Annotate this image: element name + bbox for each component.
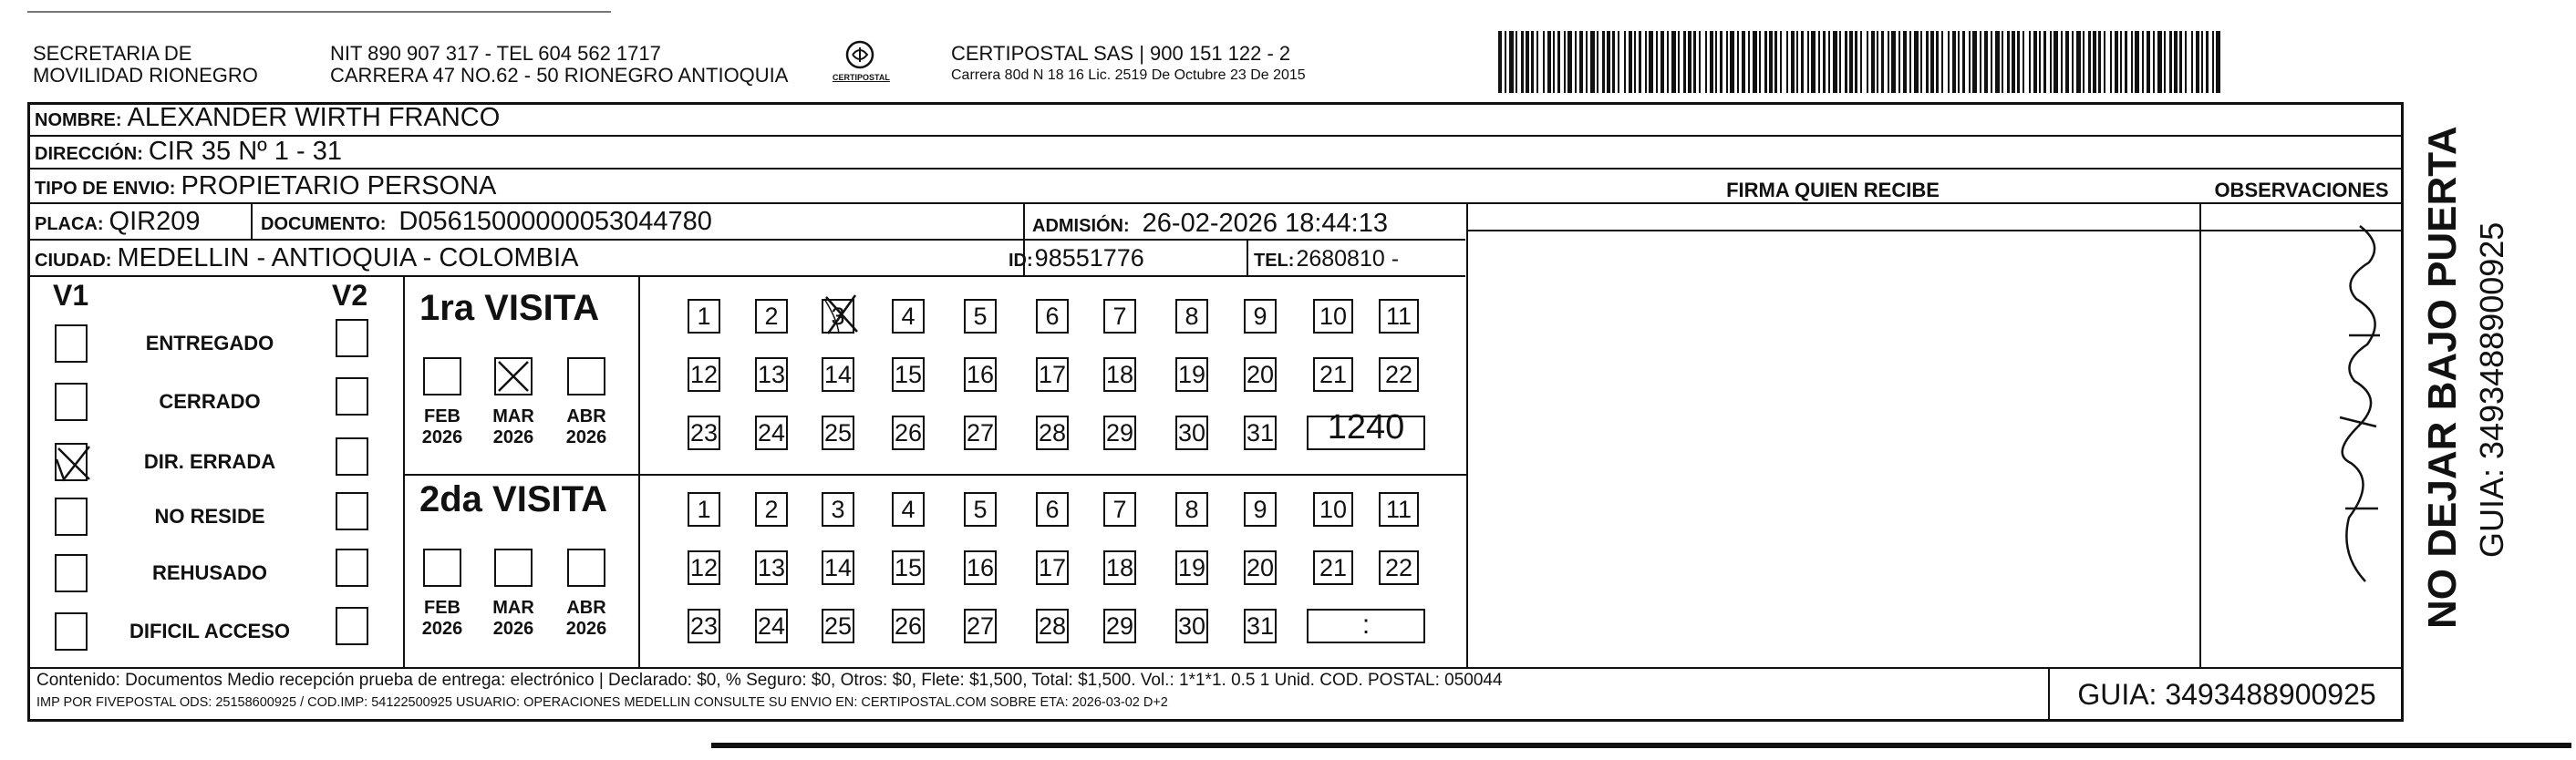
rule-tel — [1247, 239, 1248, 275]
v1-checkbox[interactable] — [55, 383, 88, 421]
day-box[interactable]: 6 — [1036, 299, 1069, 334]
month-checkbox[interactable] — [423, 549, 461, 587]
v2-checkbox[interactable] — [336, 319, 368, 357]
day-box[interactable]: 14 — [822, 357, 854, 392]
day-box[interactable]: 27 — [964, 609, 997, 643]
month-x-mark — [496, 359, 531, 394]
day-box[interactable]: 8 — [1175, 299, 1208, 334]
month-year: 2026 — [565, 427, 607, 447]
day-box[interactable]: 2 — [755, 299, 788, 334]
day-box[interactable]: 5 — [964, 299, 997, 334]
day-box[interactable]: 20 — [1244, 357, 1277, 392]
day-box[interactable]: 7 — [1103, 492, 1136, 527]
barcode-bar — [2220, 31, 2223, 93]
day-box[interactable]: 14 — [822, 550, 854, 585]
side-guia: GUIA: 3493488900925 — [2473, 221, 2510, 558]
v2-checkbox[interactable] — [336, 549, 368, 587]
month-name: FEB — [424, 598, 460, 618]
month-checkbox[interactable] — [423, 357, 461, 395]
footer-line2: IMP POR FIVEPOSTAL ODS: 25158600925 / COD.IMP: 54122500925 USUARIO: OPERACIONES MEDELLIN CONSULTE SU ENVIO EN: CERTIPOSTAL.COM SOBRE ETA: 2026-03-02 D+2 — [36, 695, 1168, 710]
month-checkbox[interactable] — [494, 549, 533, 587]
day-box[interactable]: 10 — [1313, 492, 1353, 527]
day-box[interactable]: 12 — [688, 550, 720, 585]
rule-month-days — [638, 275, 640, 667]
status-label: DIR. ERRADA — [143, 450, 276, 473]
day-box[interactable]: 23 — [688, 609, 720, 643]
tel-row — [1254, 246, 1399, 272]
day-box[interactable]: 7 — [1103, 299, 1136, 334]
month-name: FEB — [424, 406, 460, 426]
v1-checkbox[interactable] — [55, 498, 88, 536]
rule-direccion — [29, 168, 2402, 169]
month-checkbox[interactable] — [494, 357, 533, 395]
day-box[interactable]: 11 — [1379, 299, 1419, 334]
day-box[interactable]: 5 — [964, 492, 997, 527]
documento-value: D05615000000053044780 — [398, 207, 712, 236]
v2-label: V2 — [332, 279, 368, 312]
firma-label: FIRMA QUIEN RECIBE — [1726, 179, 1940, 201]
rule-obs-left — [2199, 202, 2201, 667]
day-box[interactable]: 11 — [1379, 492, 1419, 527]
rule-firma-head2 — [1466, 230, 2402, 231]
ciudad-row — [35, 243, 578, 273]
day-box[interactable]: 29 — [1103, 416, 1136, 450]
ciudad-label: CIUDAD: — [35, 251, 112, 271]
status-label: DIFICIL ACCESO — [129, 620, 290, 642]
month-year: 2026 — [492, 427, 534, 447]
day-box[interactable]: 15 — [892, 357, 925, 392]
day-box[interactable]: 17 — [1036, 357, 1069, 392]
admision-label: ADMISIÓN: — [1032, 216, 1130, 236]
tipo-label: TIPO DE ENVIO: — [35, 179, 176, 199]
address-line: CARRERA 47 NO.62 - 50 RIONEGRO ANTIOQUIA — [330, 64, 789, 87]
rule-visit-split — [403, 474, 1466, 476]
second-visit-title: 2da VISITA — [419, 479, 607, 519]
courier-line1: CERTIPOSTAL SAS | 900 151 122 - 2 — [951, 42, 1291, 65]
tipo-value: PROPIETARIO PERSONA — [181, 171, 497, 200]
rule-status-visit — [403, 275, 405, 667]
day-box[interactable]: 30 — [1175, 416, 1208, 450]
month-label — [419, 598, 465, 640]
day-box[interactable]: 4 — [892, 299, 925, 334]
day-box[interactable]: 13 — [755, 550, 788, 585]
rule-firma-head — [1466, 202, 2402, 204]
v2-checkbox[interactable] — [336, 492, 368, 530]
month-checkbox[interactable] — [567, 549, 605, 587]
ciudad-value: MEDELLIN - ANTIOQUIA - COLOMBIA — [117, 243, 579, 272]
status-label: REHUSADO — [152, 561, 267, 584]
day-box[interactable]: 22 — [1379, 550, 1419, 585]
tel-value: 2680810 - — [1296, 246, 1400, 272]
courier-line2: Carrera 80d N 18 16 Lic. 2519 De Octubre 23 De 2015 — [951, 67, 1306, 83]
month-year: 2026 — [492, 619, 534, 639]
nombre-label: NOMBRE: — [35, 110, 122, 130]
day-box[interactable]: 3 — [822, 299, 854, 334]
placa-value: QIR209 — [109, 207, 201, 236]
day-box[interactable]: 31 — [1244, 609, 1277, 643]
direccion-label: DIRECCIÓN: — [35, 144, 143, 164]
v2-checkbox[interactable] — [336, 607, 368, 645]
day-box[interactable]: 13 — [755, 357, 788, 392]
id-value: 98551776 — [1034, 244, 1144, 272]
certipostal-logo — [833, 36, 890, 87]
day-box[interactable]: 24 — [755, 609, 788, 643]
day-box[interactable]: 4 — [892, 492, 925, 527]
day-box[interactable]: 21 — [1313, 550, 1353, 585]
month-name: ABR — [566, 598, 606, 618]
day-box[interactable]: 17 — [1036, 550, 1069, 585]
admision-value: 26-02-2026 18:44:13 — [1142, 209, 1388, 238]
v1-checkbox[interactable] — [55, 612, 88, 651]
v1-checkbox[interactable] — [55, 324, 88, 363]
day-box[interactable]: 10 — [1313, 299, 1353, 334]
day-box[interactable]: 19 — [1175, 550, 1208, 585]
day-box[interactable]: 8 — [1175, 492, 1208, 527]
day-box[interactable]: 28 — [1036, 609, 1069, 643]
direccion-row — [35, 137, 342, 167]
day-box[interactable]: 9 — [1244, 299, 1277, 334]
day-box[interactable]: 28 — [1036, 416, 1069, 450]
rule-placa-doc — [251, 202, 253, 239]
v1-label: V1 — [53, 279, 89, 312]
day-box[interactable]: 23 — [688, 416, 720, 450]
rule-ciudad — [29, 275, 1465, 277]
month-label — [564, 598, 609, 640]
documento-label: DOCUMENTO: — [261, 214, 387, 234]
day-box[interactable]: 30 — [1175, 609, 1208, 643]
documento-row — [261, 207, 712, 237]
month-year: 2026 — [565, 619, 607, 639]
observaciones-label: OBSERVACIONES — [2214, 179, 2389, 201]
day-box[interactable]: 29 — [1103, 609, 1136, 643]
rule-nombre — [29, 135, 2402, 137]
status-label: ENTREGADO — [145, 332, 274, 354]
v2-checkbox[interactable] — [336, 377, 368, 416]
month-label — [491, 598, 536, 640]
direccion-value: CIR 35 Nº 1 - 31 — [148, 137, 342, 166]
tipo-row — [35, 171, 496, 201]
day-box[interactable]: 3 — [822, 492, 854, 527]
status-label: CERRADO — [159, 390, 261, 413]
top-rule — [27, 11, 611, 13]
day-box[interactable]: 15 — [892, 550, 925, 585]
day-box[interactable]: 9 — [1244, 492, 1277, 527]
day-box[interactable]: 21 — [1313, 357, 1353, 392]
month-name: MAR — [492, 406, 534, 426]
status-label: NO RESIDE — [154, 505, 265, 528]
tel-label: TEL: — [1254, 251, 1295, 271]
day-box[interactable]: 19 — [1175, 357, 1208, 392]
v2-checkbox[interactable] — [336, 437, 368, 476]
month-label — [419, 406, 465, 448]
nombre-value: ALEXANDER WIRTH FRANCO — [127, 103, 501, 132]
placa-row — [35, 207, 201, 237]
day-box[interactable]: 26 — [892, 609, 925, 643]
day-box[interactable]: 18 — [1103, 357, 1136, 392]
rule-firma-left — [1466, 202, 1468, 667]
day-box[interactable]: 25 — [822, 416, 854, 450]
rule-side — [2402, 135, 2404, 722]
day-box[interactable]: 24 — [755, 416, 788, 450]
issuer-line2: MOVILIDAD RIONEGRO — [33, 64, 258, 87]
day-box[interactable]: 16 — [964, 357, 997, 392]
issuer-line1: SECRETARIA DE — [33, 42, 192, 65]
rule-footer — [29, 667, 2402, 669]
logo-text: CERTIPOSTAL — [833, 73, 890, 82]
month-checkbox[interactable] — [567, 357, 605, 395]
month-year: 2026 — [421, 619, 463, 639]
day-box[interactable]: 12 — [688, 357, 720, 392]
nombre-row — [35, 103, 500, 133]
month-year: 2026 — [421, 427, 463, 447]
day-box[interactable]: 26 — [892, 416, 925, 450]
day-box[interactable]: 1 — [688, 299, 720, 334]
day-box[interactable]: 22 — [1379, 357, 1419, 392]
day-box[interactable]: 1 — [688, 492, 720, 527]
v1-checkbox[interactable] — [55, 554, 88, 592]
footer-line1: Contenido: Documentos Medio recepción prueba de entrega: electrónico | Declarado: $0, % Seguro: $0, Otros: $0, Flete: $1,500, Total: $1,500. Vol.: 1*1*1. 0.5 1 Unid. COD. POSTAL: 050044 — [36, 671, 1503, 690]
month-name: MAR — [492, 598, 534, 618]
footer-guia: GUIA: 3493488900925 — [2077, 678, 2376, 711]
rule-footer-guia — [2048, 667, 2050, 722]
time-box[interactable]: : — [1307, 609, 1425, 643]
day-box[interactable]: 2 — [755, 492, 788, 527]
day-box[interactable]: 25 — [822, 609, 854, 643]
barcode — [1498, 31, 2222, 93]
admision-row — [1032, 209, 1388, 239]
day-box[interactable]: 18 — [1103, 550, 1136, 585]
rule-placa — [29, 239, 1465, 241]
day-box[interactable]: 27 — [964, 416, 997, 450]
day-box[interactable]: 20 — [1244, 550, 1277, 585]
nit-line: NIT 890 907 317 - TEL 604 562 1717 — [330, 42, 661, 65]
day-box[interactable]: 31 — [1244, 416, 1277, 450]
day-box[interactable]: 16 — [964, 550, 997, 585]
placa-label: PLACA: — [35, 214, 104, 234]
month-label — [564, 406, 609, 448]
month-name: ABR — [566, 406, 606, 426]
id-row — [1009, 244, 1144, 272]
month-label — [491, 406, 536, 448]
time-box[interactable]: 1240 — [1307, 416, 1425, 450]
side-title: NO DEJAR BAJO PUERTA — [2420, 126, 2465, 629]
first-visit-title: 1ra VISITA — [419, 288, 600, 328]
bottom-rule — [711, 743, 2571, 748]
v1-checkbox[interactable] — [55, 443, 88, 481]
id-label: ID: — [1009, 251, 1033, 271]
day-box[interactable]: 6 — [1036, 492, 1069, 527]
